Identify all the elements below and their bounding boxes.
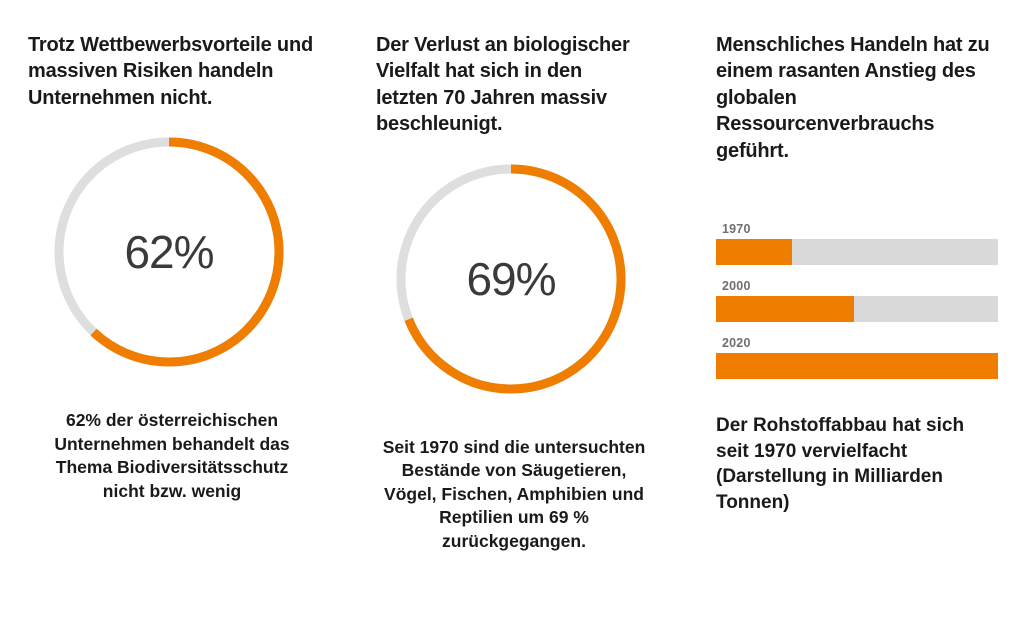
bar-row xyxy=(716,222,998,265)
bar-label-1970: 1970 xyxy=(722,221,751,236)
panel-3-caption: Der Rohstoffabbau hat sich seit 1970 vervielfacht (Darstellung in Milliarden Tonnen) xyxy=(716,414,965,513)
bar-row xyxy=(716,279,998,322)
bar-chart-resource-extraction xyxy=(716,222,998,379)
bar-fill-1970 xyxy=(716,239,792,265)
panel-1-caption: 62% der österreichischen Unternehmen behandelt das Thema Biodiversitätsschutz nicht bzw. wenig xyxy=(54,410,290,502)
donut-center-value-69: 69% xyxy=(466,252,556,305)
donut-center-value-62: 62% xyxy=(124,226,214,279)
bar-label-2020: 2020 xyxy=(722,335,751,350)
bar-fill-2000 xyxy=(716,296,854,322)
bar-label-2000: 2000 xyxy=(722,278,751,293)
panel-resource-extraction xyxy=(716,0,1006,620)
panel-2-caption: Seit 1970 sind die untersuchten Bestände von Säugetieren, Vögel, Fischen, Amphibien und Reptilien um 69 % zurückgegangen. xyxy=(382,436,646,552)
bar-track-1970 xyxy=(716,239,998,265)
donut-chart-62 xyxy=(46,129,292,375)
bar-track-2020 xyxy=(716,353,998,379)
bar-fill-2020 xyxy=(716,353,998,379)
panel-biodiversity-companies xyxy=(28,0,328,620)
panel-1-headline: Trotz Wettbewerbsvorteile und massiven Risiken handeln Unternehmen nicht. xyxy=(28,34,313,109)
panel-2-headline: Der Verlust an biologischer Vielfalt hat sich in den letzten 70 Jahren massiv beschleunigt. xyxy=(376,34,630,136)
bar-track-2000 xyxy=(716,296,998,322)
bar-row xyxy=(716,336,998,379)
donut-chart-69 xyxy=(388,156,634,402)
panel-species-decline xyxy=(376,0,676,620)
panel-3-headline: Menschliches Handeln hat zu einem rasanten Anstieg des globalen Ressourcenverbrauchs geführt. xyxy=(716,34,990,162)
